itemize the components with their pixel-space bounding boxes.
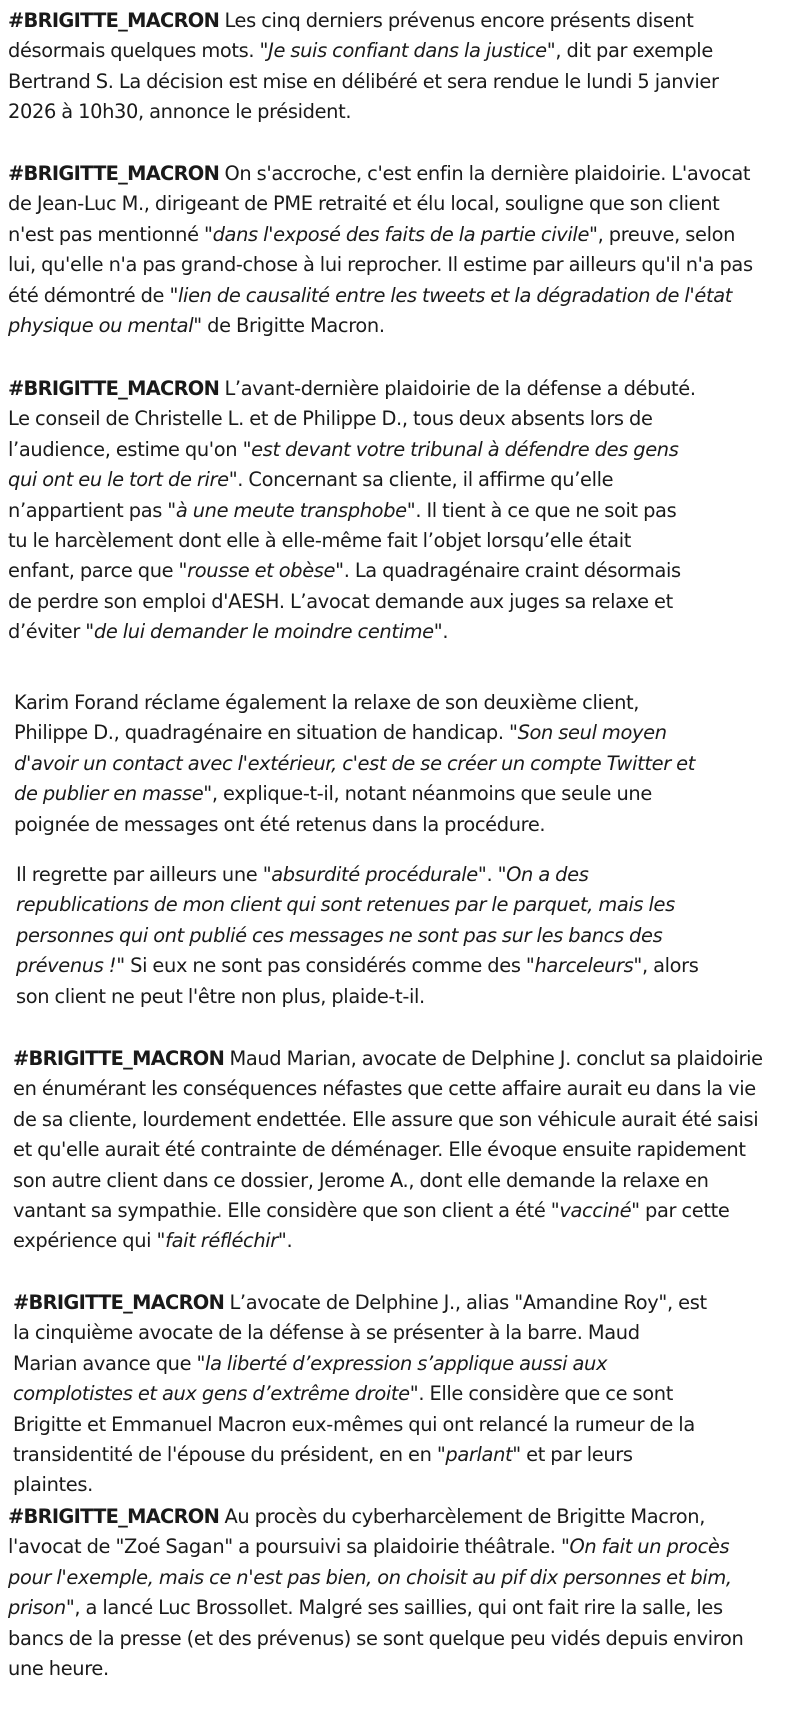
paragraph-line	[13, 1135, 763, 1165]
paragraph-line	[13, 1318, 707, 1348]
body-text: expérience qui	[13, 1229, 157, 1253]
body-text: tu le harcèlement dont elle à elle-même fait l’objet lorsqu’elle était	[8, 529, 632, 553]
feed-paragraph	[13, 1288, 707, 1501]
paragraph-line	[8, 97, 719, 127]
body-text: en énumérant les conséquences néfastes que cette affaire aurait eu dans la vie	[13, 1077, 756, 1101]
paragraph-line	[8, 1502, 743, 1532]
paragraph-line	[13, 1470, 707, 1500]
paragraph-line	[13, 1379, 707, 1409]
feed-paragraph	[8, 6, 719, 128]
body-text: lui, qu'elle n'a pas grand-chose à lui reprocher. Il estime par ailleurs qu'il n'a pas	[8, 253, 753, 277]
body-text: n’appartient pas	[8, 498, 168, 522]
paragraph-line	[13, 1044, 763, 1074]
hashtag-label: #BRIGITTE_MACRON	[8, 9, 220, 32]
body-text: de perdre son emploi d'AESH. L’avocat demande aux juges sa relaxe et	[8, 589, 673, 613]
paragraph-line	[8, 6, 719, 36]
paragraph-line	[14, 749, 695, 779]
quote-text: qui ont eu le tort de rire"	[8, 468, 238, 492]
body-text: Brigitte et Emmanuel Macron eux-mêmes qui ont relancé la rumeur de la	[13, 1412, 695, 1436]
paragraph-line	[14, 688, 695, 718]
body-text: la cinquième avocate de la défense à se présenter à la barre. Maud	[13, 1321, 640, 1345]
paragraph-line	[13, 1166, 763, 1196]
body-text: une heure.	[8, 1657, 109, 1681]
quote-text: "Son seul moyen	[509, 721, 667, 745]
body-text: plaintes.	[13, 1473, 93, 1497]
body-text: . Concernant sa cliente, il affirme qu’elle	[237, 468, 614, 492]
body-text: ", explique-t-il, notant néanmoins que seule une	[203, 782, 652, 806]
paragraph-line	[8, 526, 696, 556]
paragraph-line	[16, 951, 699, 981]
quote-text: "Je suis confiant dans la justice"	[259, 39, 556, 63]
body-text: de Jean-Luc M., dirigeant de PME retraité et élu local, souligne que son client	[8, 192, 720, 216]
quote-text: "absurdité procédurale"	[262, 863, 487, 886]
body-text: de sa cliente, lourdement endettée. Elle assure que son véhicule aurait été saisi	[13, 1107, 759, 1131]
body-text: 2026 à 10h30, annonce le président.	[8, 100, 352, 124]
body-text: de Brigitte Macron.	[201, 314, 385, 338]
body-text: l’audience, estime qu'on	[8, 437, 243, 461]
quote-text: "On a des	[497, 863, 589, 886]
feed-paragraph	[8, 1502, 743, 1684]
paragraph-line	[8, 311, 753, 341]
paragraph-line	[13, 1196, 763, 1226]
quote-text: prison"	[8, 1596, 75, 1620]
paragraph-line	[8, 404, 696, 434]
body-text: , alors	[641, 954, 699, 978]
feed-paragraph	[14, 688, 695, 840]
paragraph-line	[8, 159, 753, 189]
quote-text: d'avoir un contact avec l'extérieur, c'est de se créer un compte Twitter et	[14, 751, 695, 775]
paragraph-line	[8, 189, 753, 219]
feed-paragraph	[13, 1044, 763, 1257]
body-text: On s'accroche, c'est enfin la dernière plaidoirie. L'avocat	[219, 162, 751, 185]
body-text: , a lancé Luc Brossollet. Malgré ses saillies, qui ont fait rire la salle, les	[74, 1596, 723, 1620]
body-text: L’avocate de Delphine J., alias "Amandine Roy", est	[224, 1291, 707, 1314]
quote-text: physique ou mental"	[8, 314, 202, 338]
quote-text: "On fait un procès	[560, 1535, 730, 1559]
paragraph-line	[8, 587, 696, 617]
paragraph-line	[8, 435, 696, 465]
paragraph-line	[14, 779, 695, 809]
body-text: l'avocat de "Zoé Sagan" a poursuivi sa plaidoirie théâtrale.	[8, 1535, 561, 1559]
quote-text: "parlant"	[436, 1443, 521, 1467]
paragraph-line	[16, 890, 699, 920]
body-text: Philippe D., quadragénaire en situation de handicap.	[14, 721, 510, 745]
paragraph-line	[13, 1226, 763, 1256]
paragraph-line	[13, 1105, 763, 1135]
hashtag-label: #BRIGITTE_MACRON	[8, 377, 220, 400]
paragraph-line	[16, 921, 699, 951]
body-text: par cette	[639, 1199, 730, 1223]
body-text: Les cinq derniers prévenus encore présents disent	[219, 9, 694, 32]
body-text: Karim Forand réclame également la relaxe de son deuxième client,	[14, 691, 640, 714]
body-text: Bertrand S. La décision est mise en délibéré et sera rendue le lundi 5 janvier	[8, 69, 719, 93]
body-text: . Il tient à ce que ne soit pas	[415, 498, 677, 522]
quote-text: prévenus !"	[16, 954, 125, 978]
body-text: poignée de messages ont été retenus dans la procédure.	[14, 812, 546, 836]
paragraph-line	[13, 1288, 707, 1318]
body-text: et par leurs	[520, 1443, 633, 1467]
paragraph-line	[8, 67, 719, 97]
quote-text: de publier en masse	[14, 782, 204, 806]
body-text: d’éviter	[8, 620, 86, 644]
quote-text: "fait réfléchir"	[156, 1229, 287, 1253]
paragraph-line	[8, 36, 719, 66]
quote-text: "lien de causalité entre les tweets et la dégradation de l'état	[169, 283, 733, 307]
body-text: Si eux ne sont pas considérés comme des	[124, 954, 526, 978]
body-text: désormais quelques mots.	[8, 39, 260, 63]
paragraph-line	[14, 810, 695, 840]
feed-paragraph	[8, 374, 696, 648]
paragraph-line	[13, 1440, 707, 1470]
feed-paragraph	[8, 159, 753, 341]
quote-text: complotistes et aux gens d’extrême droite	[13, 1382, 410, 1406]
paragraph-line	[16, 860, 699, 890]
body-text: n'est pas mentionné	[8, 222, 205, 246]
body-text: L’avant-dernière plaidoirie de la défense a débuté.	[219, 377, 696, 400]
paragraph-line	[8, 1593, 743, 1623]
body-text: .	[486, 863, 498, 886]
body-text: , dit par exemple	[555, 39, 713, 63]
body-text: et qu'elle aurait été contrainte de déménager. Elle évoque ensuite rapidement	[13, 1138, 746, 1162]
paragraph-line	[8, 556, 696, 586]
quote-text: "rousse et obèse"	[178, 559, 344, 583]
paragraph-line	[8, 1654, 743, 1684]
body-text: transidentité de l'épouse du président, en en	[13, 1443, 437, 1467]
paragraph-line	[14, 718, 695, 748]
quote-text: "de lui demander le moindre centime"	[85, 620, 443, 644]
quote-text: "harceleurs"	[525, 954, 642, 978]
body-text: ". Elle considère que ce sont	[409, 1382, 673, 1406]
body-text: été démontré de	[8, 283, 170, 307]
quote-text: "la liberté d’expression s’applique aussi aux	[196, 1351, 608, 1375]
quote-text: "est devant votre tribunal à défendre des gens	[242, 437, 679, 461]
body-text: son client ne peut l'être non plus, plaide-t-il.	[16, 984, 425, 1008]
quote-text: "à une meute transphobe"	[167, 498, 416, 522]
paragraph-line	[8, 1532, 743, 1562]
body-text: bancs de la presse (et des prévenus) se sont quelque peu vidés depuis environ	[8, 1626, 744, 1650]
quote-text: "dans l'exposé des faits de la partie civile"	[204, 222, 598, 246]
paragraph-line	[8, 496, 696, 526]
quote-text: republications de mon client qui sont retenues par le parquet, mais les	[16, 893, 675, 917]
body-text: .	[442, 620, 449, 644]
hashtag-label: #BRIGITTE_MACRON	[13, 1291, 225, 1314]
body-text: , preuve, selon	[597, 222, 736, 246]
paragraph-line	[8, 1563, 743, 1593]
body-text: enfant, parce que	[8, 559, 179, 583]
paragraph-line	[8, 281, 753, 311]
paragraph-line	[8, 465, 696, 495]
quote-text: personnes qui ont publié ces messages ne sont pas sur les bancs des	[16, 923, 663, 947]
paragraph-line	[16, 982, 699, 1012]
body-text: Au procès du cyberharcèlement de Brigitte Macron,	[219, 1505, 706, 1528]
paragraph-line	[8, 1624, 743, 1654]
paragraph-line	[8, 374, 696, 404]
body-text: vantant sa sympathie. Elle considère que son client a été	[13, 1199, 551, 1223]
body-text: Marian avance que	[13, 1351, 197, 1375]
body-text: son autre client dans ce dossier, Jerome A., dont elle demande la relaxe en	[13, 1168, 709, 1192]
body-text: . La quadragénaire craint désormais	[343, 559, 681, 583]
feed-paragraph	[16, 860, 699, 1012]
body-text: .	[286, 1229, 293, 1253]
paragraph-line	[13, 1074, 763, 1104]
hashtag-label: #BRIGITTE_MACRON	[8, 162, 220, 185]
body-text: Maud Marian, avocate de Delphine J. conclut sa plaidoirie	[224, 1047, 763, 1070]
paragraph-line	[8, 617, 696, 647]
quote-text: pour l'exemple, mais ce n'est pas bien, on choisit au pif dix personnes et bim,	[8, 1565, 732, 1589]
paragraph-line	[8, 220, 753, 250]
quote-text: "vacciné"	[550, 1199, 640, 1223]
body-text: Le conseil de Christelle L. et de Philippe D., tous deux absents lors de	[8, 407, 653, 431]
paragraph-line	[13, 1349, 707, 1379]
hashtag-label: #BRIGITTE_MACRON	[13, 1047, 225, 1070]
paragraph-line	[8, 250, 753, 280]
body-text: Il regrette par ailleurs une	[16, 863, 263, 886]
paragraph-line	[13, 1410, 707, 1440]
hashtag-label: #BRIGITTE_MACRON	[8, 1505, 220, 1528]
